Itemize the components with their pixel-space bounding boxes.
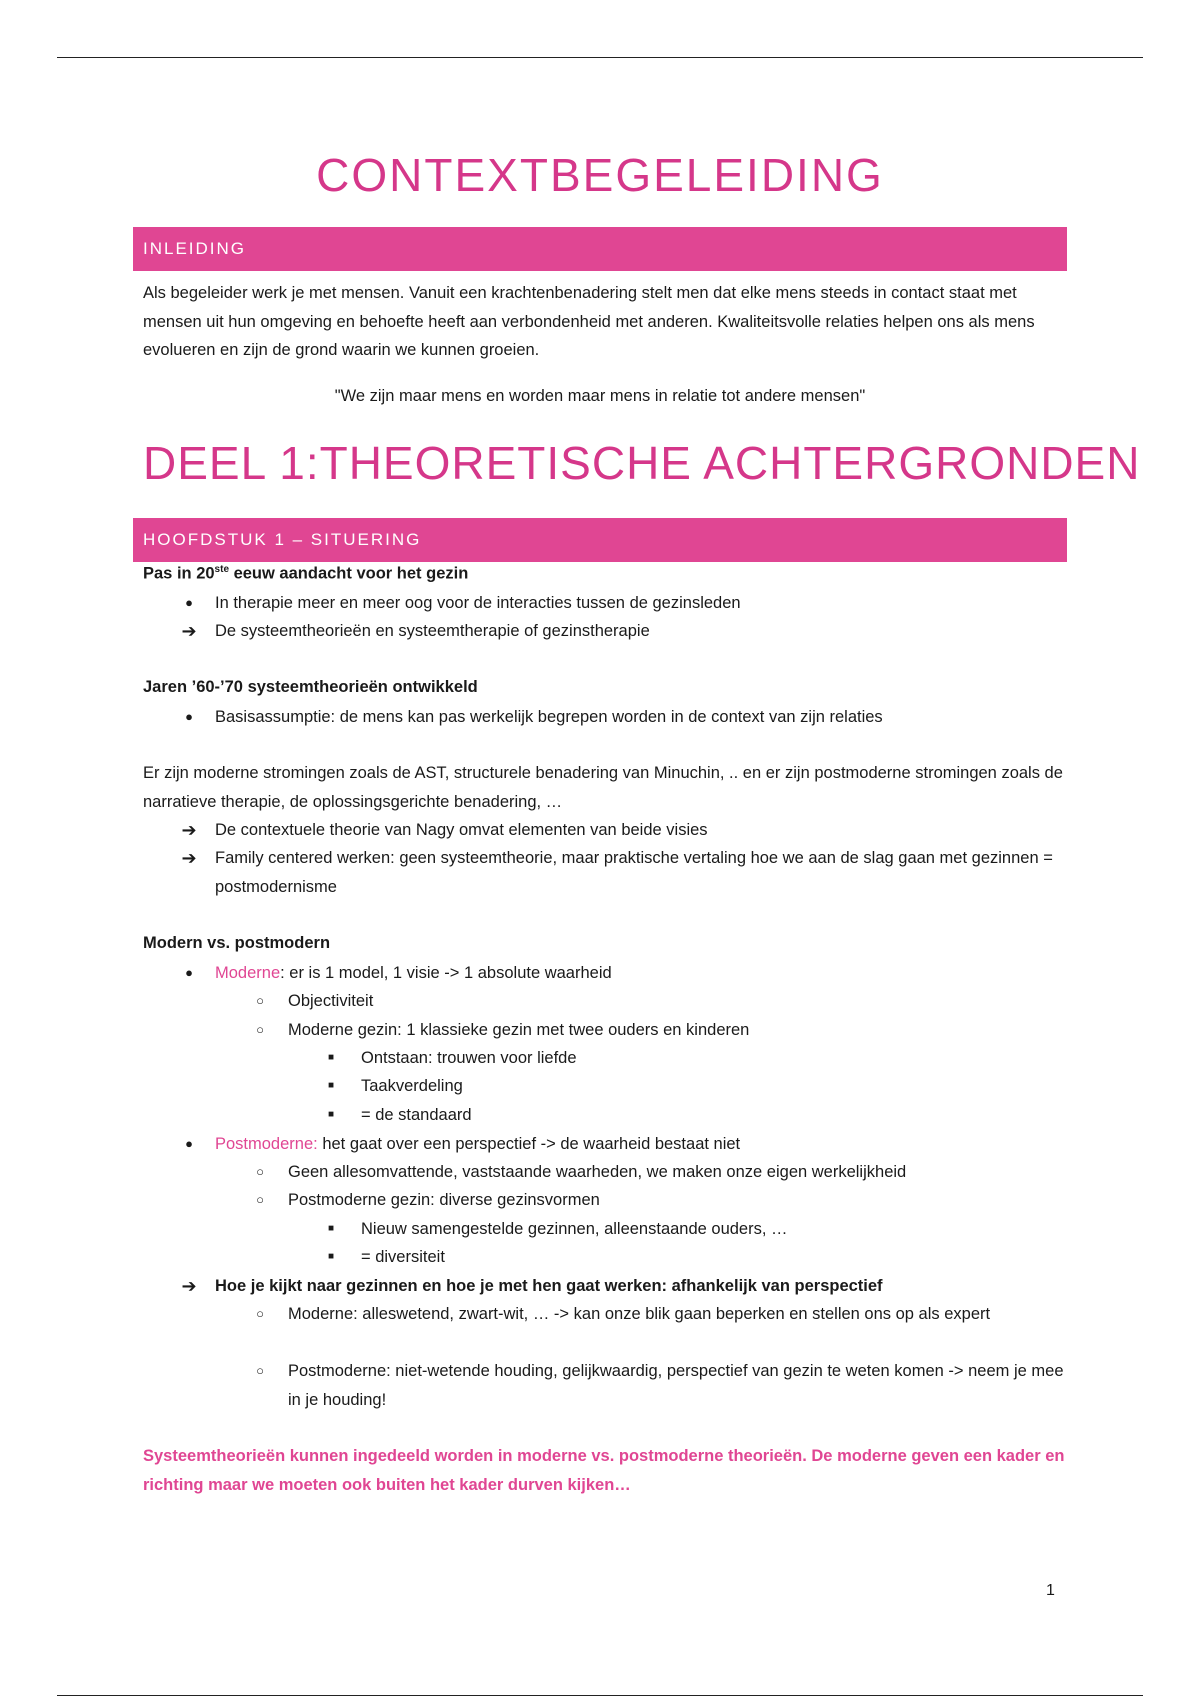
chapter-heading: HOOFDSTUK 1 – SITUERING — [133, 518, 1067, 562]
list-item: ■ Nieuw samengestelde gezinnen, alleenstaande ouders, … — [361, 1215, 1061, 1244]
circle-bullet-icon: ○ — [256, 1363, 264, 1378]
inleiding-quote: "We zijn maar mens en worden maar mens in relatie tot andere mensen" — [334, 387, 866, 405]
subheading-modern-vs-postmodern: Modern vs. postmodern — [143, 934, 331, 952]
list-item: ➔ Hoe je kijkt naar gezinnen en hoe je met hen gaat werken: afhankelijk van perspectief — [215, 1272, 1065, 1301]
list-item: ● Moderne: er is 1 model, 1 visie -> 1 absolute waarheid — [215, 959, 1065, 988]
stromingen-paragraph: Er zijn moderne stromingen zoals de AST, structurele benadering van Minuchin, .. en er zijn postmoderne stromingen zoals de narratieve therapie, de oplossingsgerichte benadering, … — [143, 764, 1063, 811]
part-title: DEEL 1:THEORETISCHE ACHTERGRONDEN — [143, 437, 1141, 489]
circle-bullet-icon: ○ — [256, 1022, 264, 1037]
page-number: 1 — [1046, 1582, 1055, 1599]
list-item: ○ Moderne gezin: 1 klassieke gezin met twee ouders en kinderen — [288, 1016, 1068, 1045]
bullet-icon: ● — [185, 595, 193, 610]
list-item: ○ Postmoderne: niet-wetende houding, gelijkwaardig, perspectief van gezin te weten komen -> neem je mee in je houding! — [288, 1357, 1068, 1414]
arrow-icon: ➔ — [181, 848, 197, 868]
square-bullet-icon: ■ — [327, 1052, 335, 1063]
square-bullet-icon: ■ — [327, 1080, 335, 1091]
list-item: ● Postmoderne: het gaat over een perspectief -> de waarheid bestaat niet — [215, 1130, 1065, 1159]
list-item: ■ Taakverdeling — [361, 1072, 1061, 1101]
list-item: ● In therapie meer en meer oog voor de interacties tussen de gezinsleden — [215, 589, 1065, 618]
square-bullet-icon: ■ — [327, 1109, 335, 1120]
subheading-jaren-60-70: Jaren ’60-’70 systeemtheorieën ontwikkeld — [143, 678, 478, 696]
bullet-icon: ● — [185, 965, 193, 980]
footer-rule — [57, 1695, 1143, 1696]
header-rule — [57, 57, 1143, 58]
circle-bullet-icon: ○ — [256, 1306, 264, 1321]
list-item: ➔ Family centered werken: geen systeemtheorie, maar praktische vertaling hoe we aan de slag gaan met gezinnen = postmodernisme — [215, 844, 1065, 901]
list-item: ■ Ontstaan: trouwen voor liefde — [361, 1044, 1061, 1073]
conclusion-text: Systeemtheorieën kunnen ingedeeld worden in moderne vs. postmoderne theorieën. De moderne geven een kader en richting maar we moeten ook buiten het kader durven kijken… — [143, 1447, 1065, 1494]
list-item: ➔ De systeemtheorieën en systeemtherapie of gezinstherapie — [215, 617, 1065, 646]
document-title: CONTEXTBEGELEIDING — [316, 149, 884, 201]
bullet-icon: ● — [185, 709, 193, 724]
list-item: ■ = diversiteit — [361, 1243, 1061, 1272]
list-item: ● Basisassumptie: de mens kan pas werkelijk begrepen worden in de context van zijn relaties — [215, 703, 1065, 732]
square-bullet-icon: ■ — [327, 1223, 335, 1234]
list-item: ➔ De contextuele theorie van Nagy omvat elementen van beide visies — [215, 816, 1065, 845]
arrow-icon: ➔ — [181, 1276, 197, 1296]
inleiding-paragraph: Als begeleider werk je met mensen. Vanuit een krachtenbenadering stelt men dat elke mens steeds in contact staat met mensen uit hun omgeving en behoefte heeft aan verbondenheid met anderen. Kwaliteitsvolle relaties helpen ons als mens evolueren en zijn de grond waarin we kunnen groeien. — [143, 284, 1035, 359]
term-moderne: Moderne — [215, 964, 281, 982]
bullet-icon: ● — [185, 1136, 193, 1151]
subheading-20ste-eeuw: Pas in 20ste eeuw aandacht voor het gezin — [143, 564, 469, 583]
arrow-icon: ➔ — [181, 621, 197, 641]
square-bullet-icon: ■ — [327, 1251, 335, 1262]
arrow-icon: ➔ — [181, 820, 197, 840]
list-item: ○ Geen allesomvattende, vaststaande waarheden, we maken onze eigen werkelijkheid — [288, 1158, 1068, 1187]
circle-bullet-icon: ○ — [256, 993, 264, 1008]
term-postmoderne: Postmoderne: — [215, 1135, 318, 1153]
section-heading-inleiding: INLEIDING — [133, 227, 1067, 271]
circle-bullet-icon: ○ — [256, 1164, 264, 1179]
list-item: ○ Moderne: alleswetend, zwart-wit, … -> kan onze blik gaan beperken en stellen ons op als expert — [288, 1300, 1068, 1329]
list-item: ○ Objectiviteit — [288, 987, 1068, 1016]
circle-bullet-icon: ○ — [256, 1192, 264, 1207]
list-item: ■ = de standaard — [361, 1101, 1061, 1130]
list-item: ○ Postmoderne gezin: diverse gezinsvormen — [288, 1186, 1068, 1215]
